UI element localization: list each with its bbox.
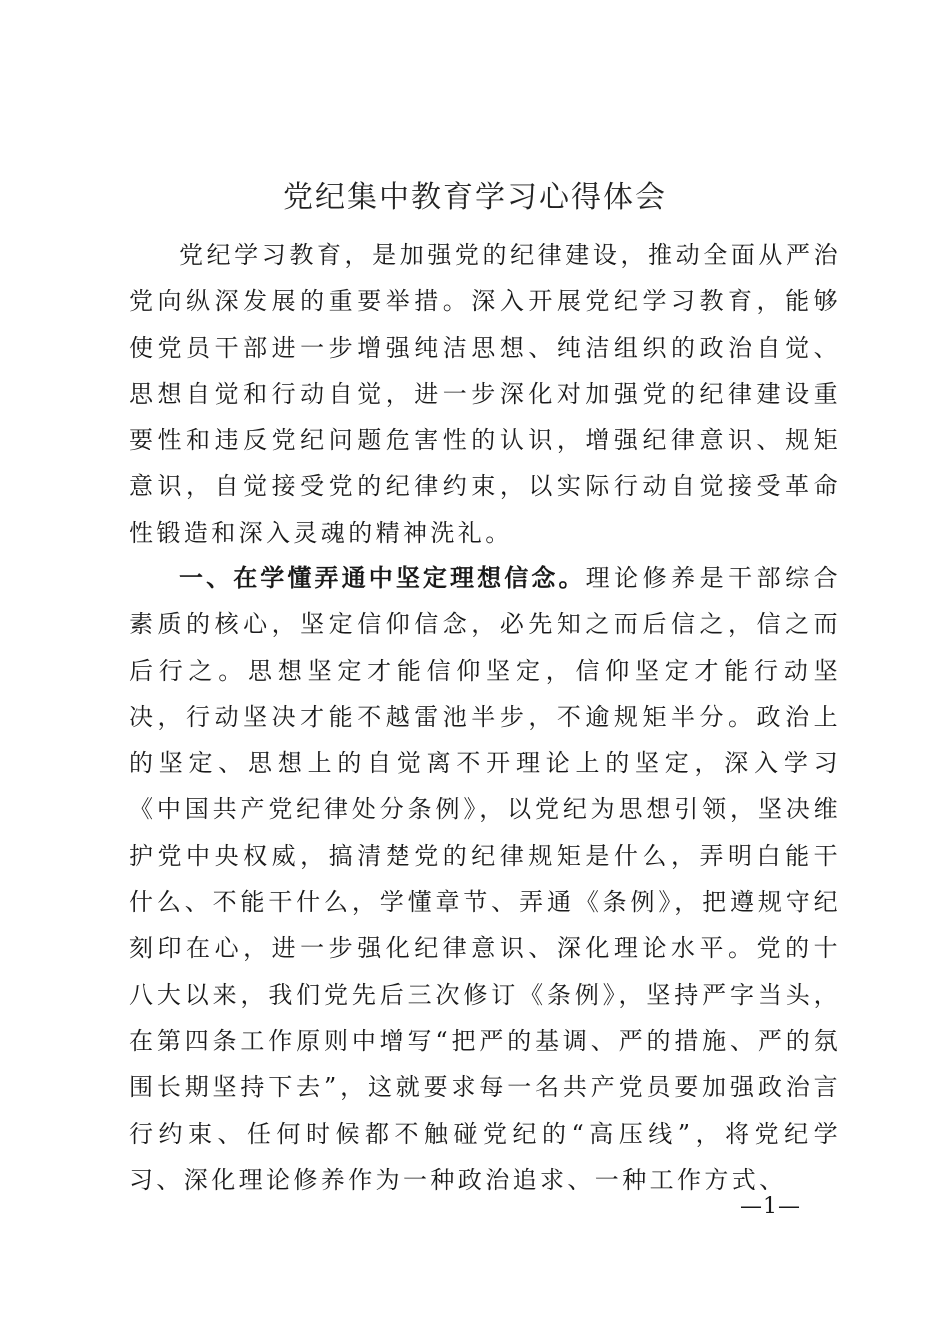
paragraph-intro xyxy=(129,232,841,556)
paragraph-section-1 xyxy=(129,555,841,1203)
section-1-heading: 一、在学懂弄通中坚定理想信念。 xyxy=(179,564,586,592)
section-1-text: 理论修养是干部综合素质的核心，坚定信仰信念，必先知之而后信之，信之而后行之。思想坚定才能信仰坚定，信仰坚定才能行动坚决，行动坚决才能不越雷池半步，不逾规矩半分。政治上的坚定、思想上的自觉离不开理论上的坚定，深入学习《中国共产党纪律处分条例》，以党纪为思想引领，坚决维护党中央权威，搞清楚党的纪律规矩是什么，弄明白能干什么、不能干什么，学懂章节、弄通《条例》，把遵规守纪刻印在心，进一步强化纪律意识、深化理论水平。党的十八大以来，我们党先后三次修订《条例》，坚持严字当头，在第四条工作原则中增写“把严的基调、严的措施、严的氛围长期坚持下去”，这就要求每一名共产党员要加强政治言行约束、任何时候都不触碰党纪的“高压线”，将党纪学习、深化理论修养作为一种政治追求、一种工作方式、 xyxy=(129,564,841,1194)
paragraph-intro-text: 党纪学习教育，是加强党的纪律建设，推动全面从严治党向纵深发展的重要举措。深入开展党纪学习教育，能够使党员干部进一步增强纯洁思想、纯洁组织的政治自觉、思想自觉和行动自觉，进一步深化对加强党的纪律建设重要性和违反党纪问题危害性的认识，增强纪律意识、规矩意识，自觉接受党的纪律约束，以实际行动自觉接受革命性锻造和深入灵魂的精神洗礼。 xyxy=(129,241,841,547)
page-number: —1— xyxy=(740,1194,801,1219)
document-title: 党纪集中教育学习心得体会 xyxy=(283,180,667,215)
